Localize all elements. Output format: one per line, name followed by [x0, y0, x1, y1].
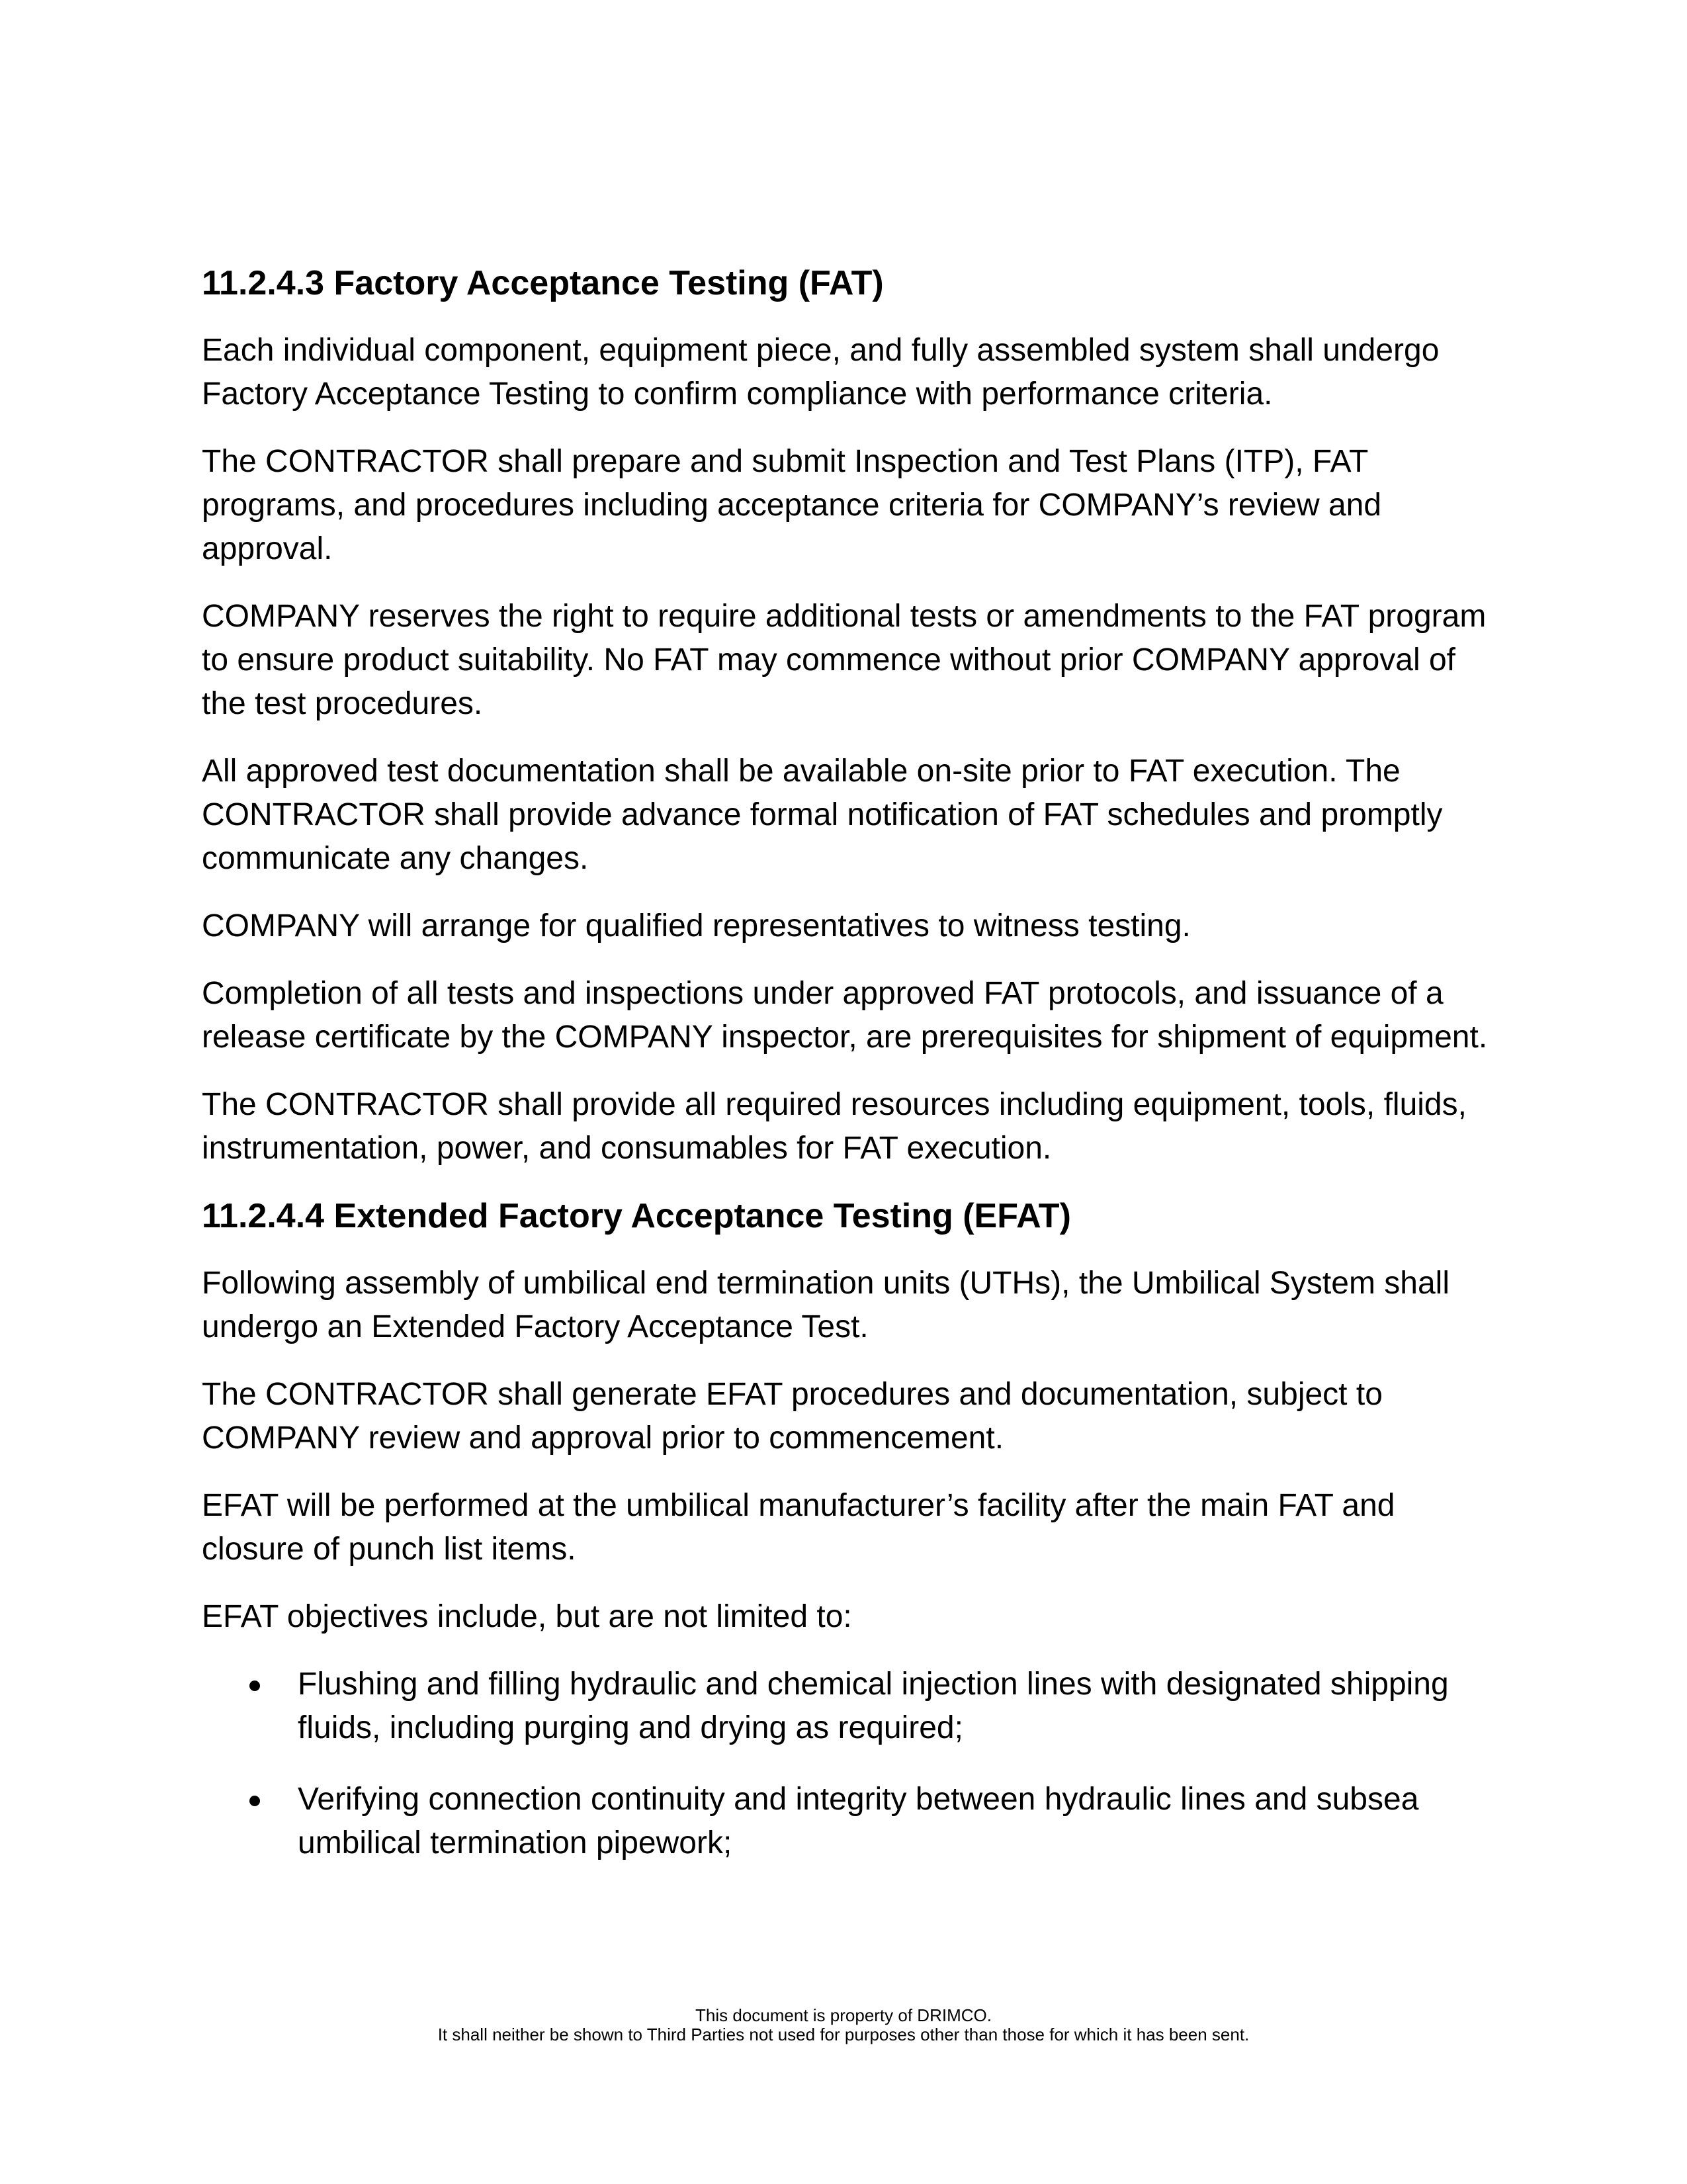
list-item: [202, 1778, 1495, 1865]
paragraph: COMPANY will arrange for qualified representatives to witness testing.: [202, 908, 1191, 943]
paragraph: Each individual component, equipment piece, and fully assembled system shall undergo Factory Acceptance Testing to confirm compliance with performance criteria.: [202, 333, 1440, 412]
paragraph: Completion of all tests and inspections under approved FAT protocols, and issuance of a release certificate by the COMPANY inspector, are prerequisites for shipment of equipment.: [202, 976, 1488, 1055]
document-content: [202, 261, 1495, 1893]
bullet-icon: [249, 1796, 260, 1806]
efat-objectives-list: [202, 1663, 1495, 1865]
list-item-text: Flushing and filling hydraulic and chemical injection lines with designated shipping fluids, including purging and drying as required;: [298, 1667, 1449, 1745]
paragraph: The CONTRACTOR shall generate EFAT procedures and documentation, subject to COMPANY review and approval prior to commencement.: [202, 1377, 1383, 1456]
list-item-text: Verifying connection continuity and integrity between hydraulic lines and subsea umbilical termination pipework;: [298, 1782, 1419, 1860]
page-footer: [0, 2006, 1687, 2044]
paragraph: Following assembly of umbilical end termination units (UTHs), the Umbilical System shall undergo an Extended Factory Acceptance Test.: [202, 1266, 1449, 1344]
paragraph: COMPANY reserves the right to require additional tests or amendments to the FAT program to ensure product suitability. No FAT may commence without prior COMPANY approval of the test procedures.: [202, 599, 1487, 721]
section-heading-efat: 11.2.4.4 Extended Factory Acceptance Testing (EFAT): [202, 1197, 1071, 1235]
paragraph: EFAT will be performed at the umbilical manufacturer’s facility after the main FAT and closure of punch list items.: [202, 1488, 1395, 1567]
bullet-icon: [249, 1681, 260, 1691]
paragraph: EFAT objectives include, but are not limited to:: [202, 1599, 852, 1634]
paragraph: The CONTRACTOR shall provide all required resources including equipment, tools, fluids, instrumentation, power, and consumables for FAT execution.: [202, 1087, 1467, 1166]
footer-line-1: This document is property of DRIMCO.: [695, 2005, 992, 2025]
paragraph: All approved test documentation shall be available on-site prior to FAT execution. The CONTRACTOR shall provide advance formal notification of FAT schedules and promptly communicate any changes.: [202, 754, 1443, 876]
list-item: [202, 1663, 1495, 1750]
section-heading-fat: 11.2.4.3 Factory Acceptance Testing (FAT): [202, 264, 884, 302]
footer-line-2: It shall neither be shown to Third Parties not used for purposes other than those for which it has been sent.: [437, 2025, 1250, 2044]
paragraph: The CONTRACTOR shall prepare and submit Inspection and Test Plans (ITP), FAT programs, and procedures including acceptance criteria for COMPANY’s review and approval.: [202, 444, 1382, 566]
